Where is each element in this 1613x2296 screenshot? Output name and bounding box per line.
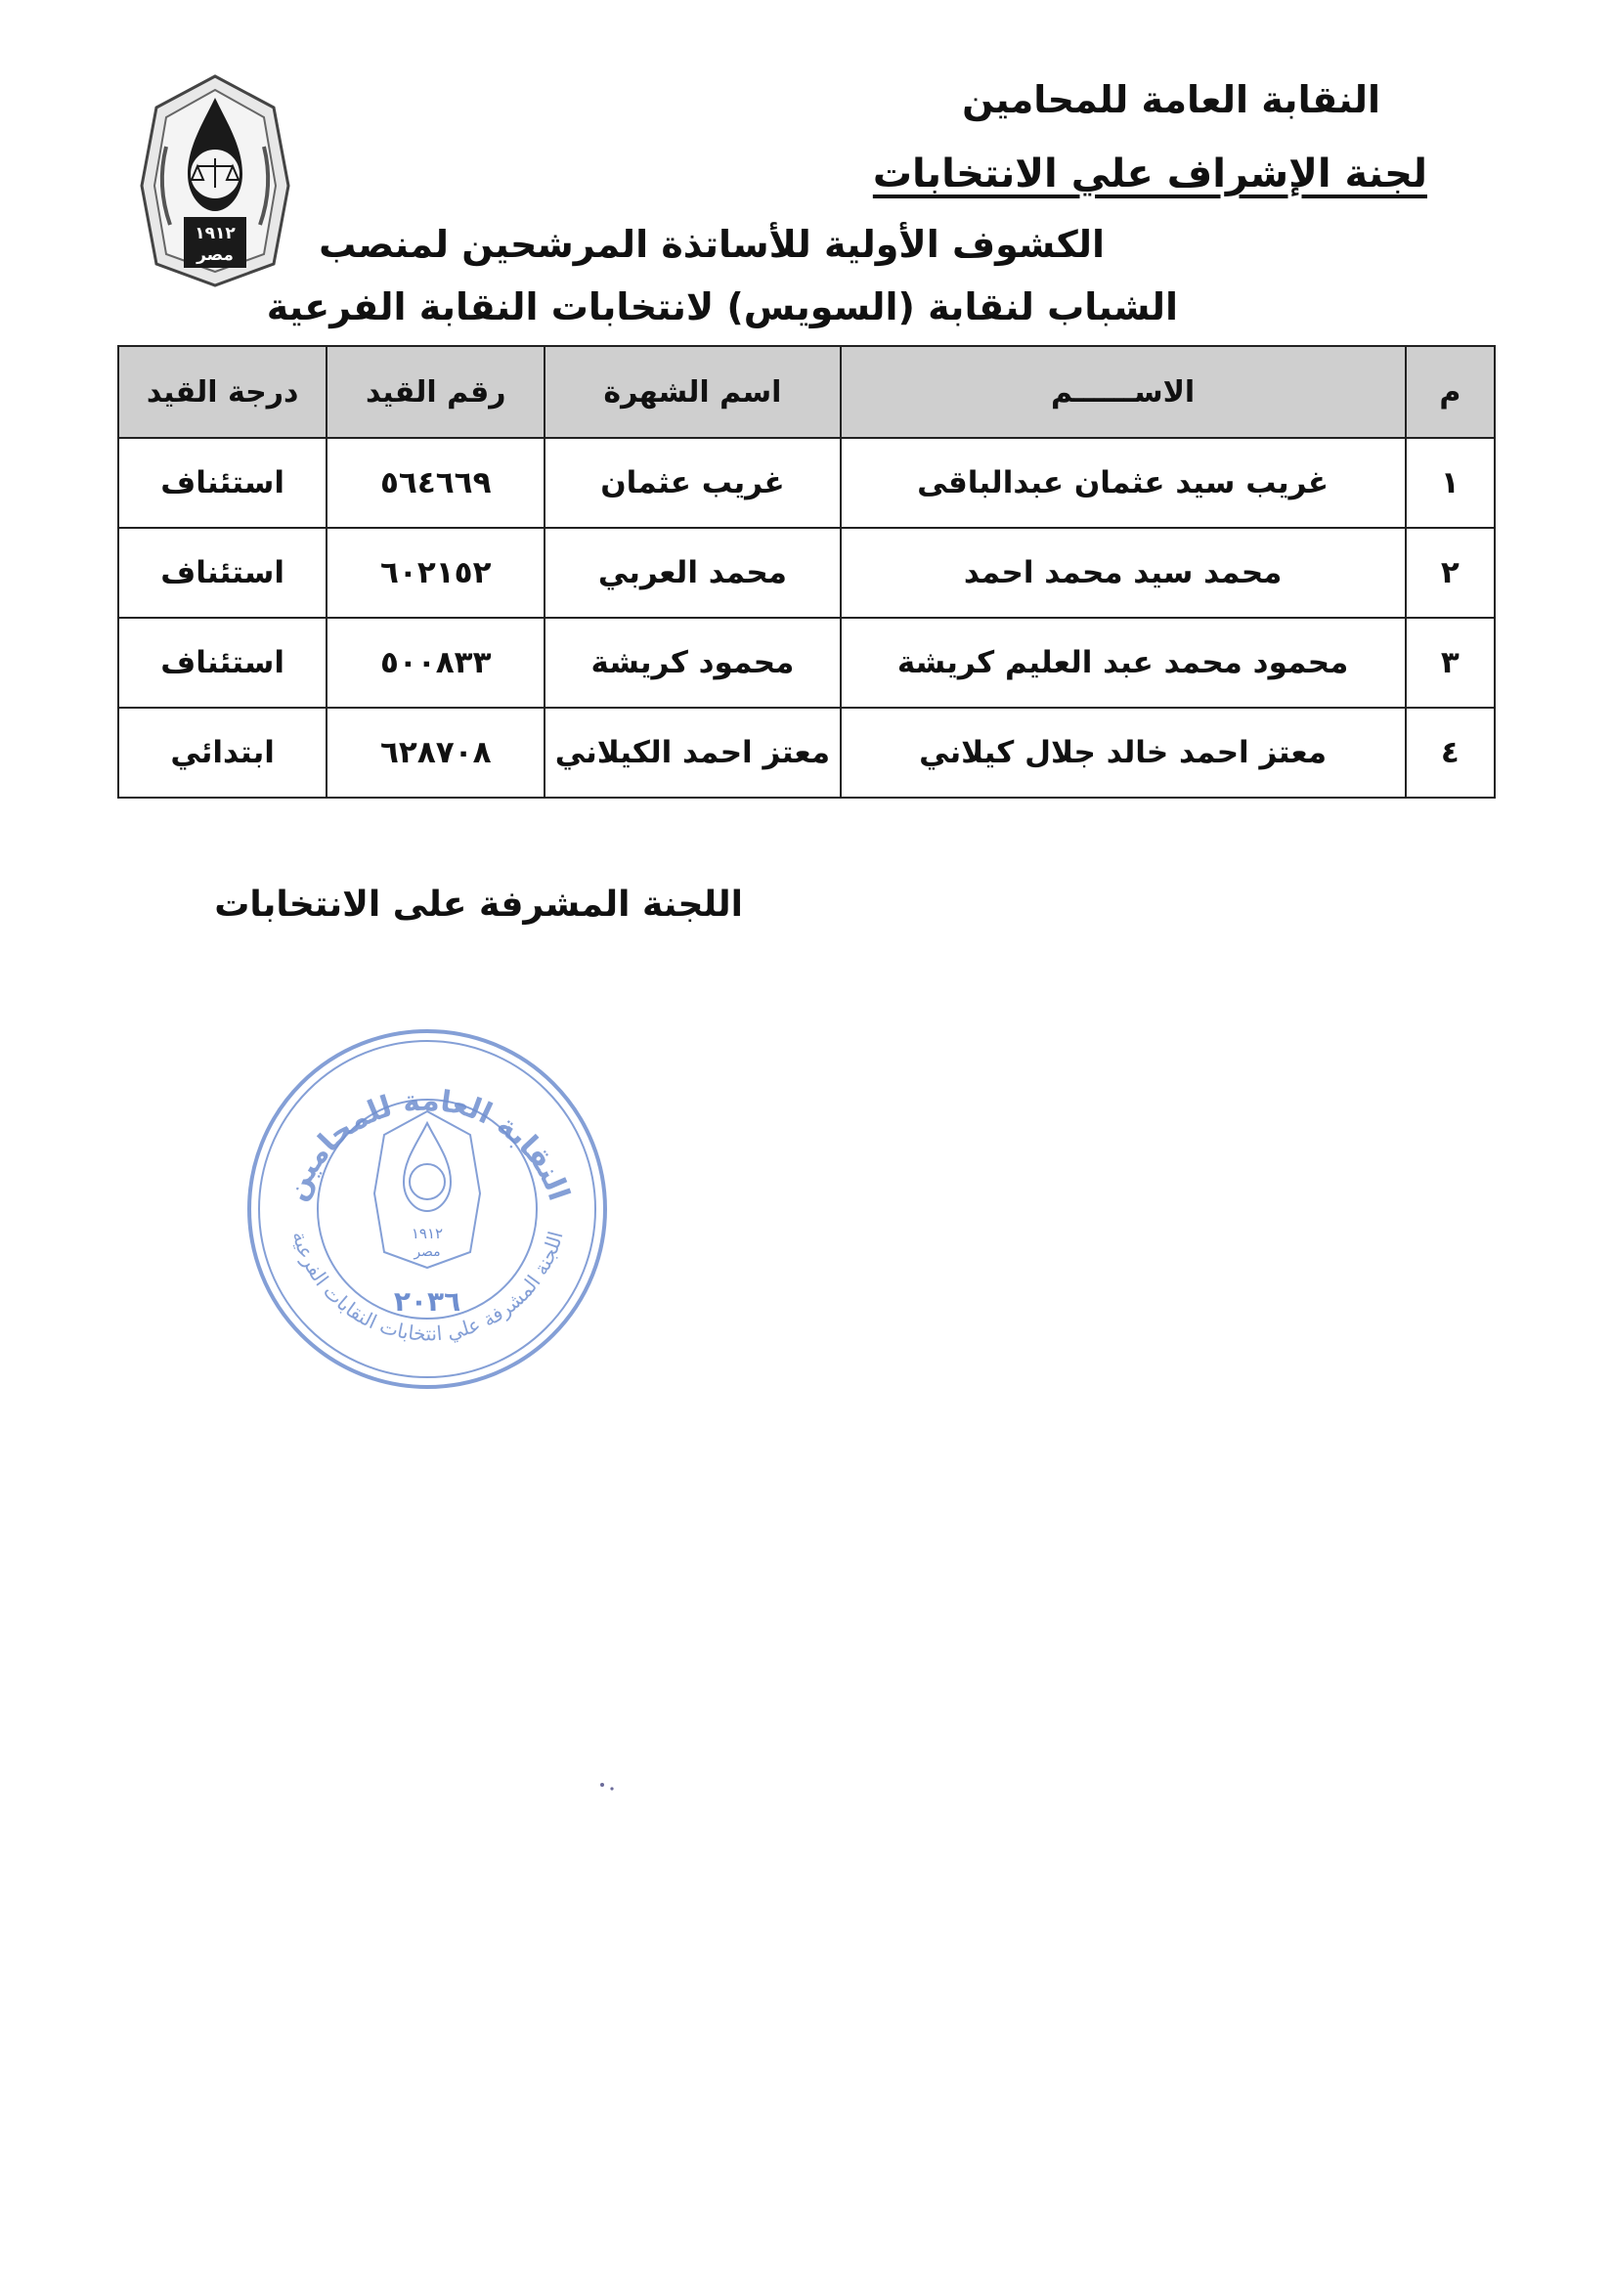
cell-reg-no: ٦٠٢١٥٢ (327, 528, 545, 618)
signature-label: اللجنة المشرفة على الانتخابات (214, 885, 743, 925)
official-stamp-icon (240, 1021, 616, 1398)
emblem-year: ١٩١٢ (195, 224, 236, 243)
emblem-country: مصر (196, 245, 234, 265)
cell-degree: استئناف (118, 618, 327, 708)
cell-nickname: معتز احمد الكيلاني (545, 708, 840, 798)
header-reg-no: رقم القيد (327, 346, 545, 438)
cell-reg-no: ٥٠٠٨٣٣ (327, 618, 545, 708)
header-degree: درجة القيد (118, 346, 327, 438)
cell-num: ٣ (1406, 618, 1495, 708)
cell-num: ٢ (1406, 528, 1495, 618)
stamp-inner-year: ١٩١٢ (411, 1225, 444, 1242)
stamp-bottom-text: اللجنة المشرفة علي انتخابات النقابات الفرعية (287, 1228, 568, 1346)
svg-text:النقابة العامة للمحامين (279, 1084, 576, 1205)
cell-name: محمود محمد عبد العليم كريشة (841, 618, 1406, 708)
cell-reg-no: ٥٦٤٦٦٩ (327, 438, 545, 528)
cell-degree: ابتدائي (118, 708, 327, 798)
cell-nickname: غريب عثمان (545, 438, 840, 528)
cell-degree: استئناف (118, 528, 327, 618)
header-nickname: اسم الشهرة (545, 346, 840, 438)
committee-name: لجنة الإشراف علي الانتخابات (872, 152, 1427, 196)
cell-reg-no: ٦٢٨٧٠٨ (327, 708, 545, 798)
stamp-top-text: النقابة العامة للمحامين (278, 1083, 577, 1206)
scan-speck (598, 1781, 628, 1793)
cell-name: معتز احمد خالد جلال كيلاني (841, 708, 1406, 798)
cell-degree: استئناف (118, 438, 327, 528)
cell-nickname: محمود كريشة (545, 618, 840, 708)
stamp-year: ٢٠٣٦ (393, 1285, 461, 1318)
header-name: الاســــــم (841, 346, 1406, 438)
org-name: النقابة العامة للمحامين (962, 78, 1380, 121)
document-title-line-2: الشباب لنقابة (السويس) لانتخابات النقابة الفرعية (266, 285, 1178, 328)
table-row (118, 618, 1495, 708)
candidates-table (117, 345, 1496, 799)
bar-association-emblem-icon (127, 68, 303, 293)
cell-name: محمد سيد محمد احمد (841, 528, 1406, 618)
table-row (118, 708, 1495, 798)
cell-name: غريب سيد عثمان عبدالباقى (841, 438, 1406, 528)
cell-num: ١ (1406, 438, 1495, 528)
table-row (118, 438, 1495, 528)
stamp-inner-country: مصر (414, 1244, 441, 1260)
table-row (118, 528, 1495, 618)
cell-nickname: محمد العربي (545, 528, 840, 618)
document-title-line-1: الكشوف الأولية للأساتذة المرشحين لمنصب (319, 223, 1105, 266)
table-header-row (118, 346, 1495, 438)
cell-num: ٤ (1406, 708, 1495, 798)
header-num: م (1406, 346, 1495, 438)
